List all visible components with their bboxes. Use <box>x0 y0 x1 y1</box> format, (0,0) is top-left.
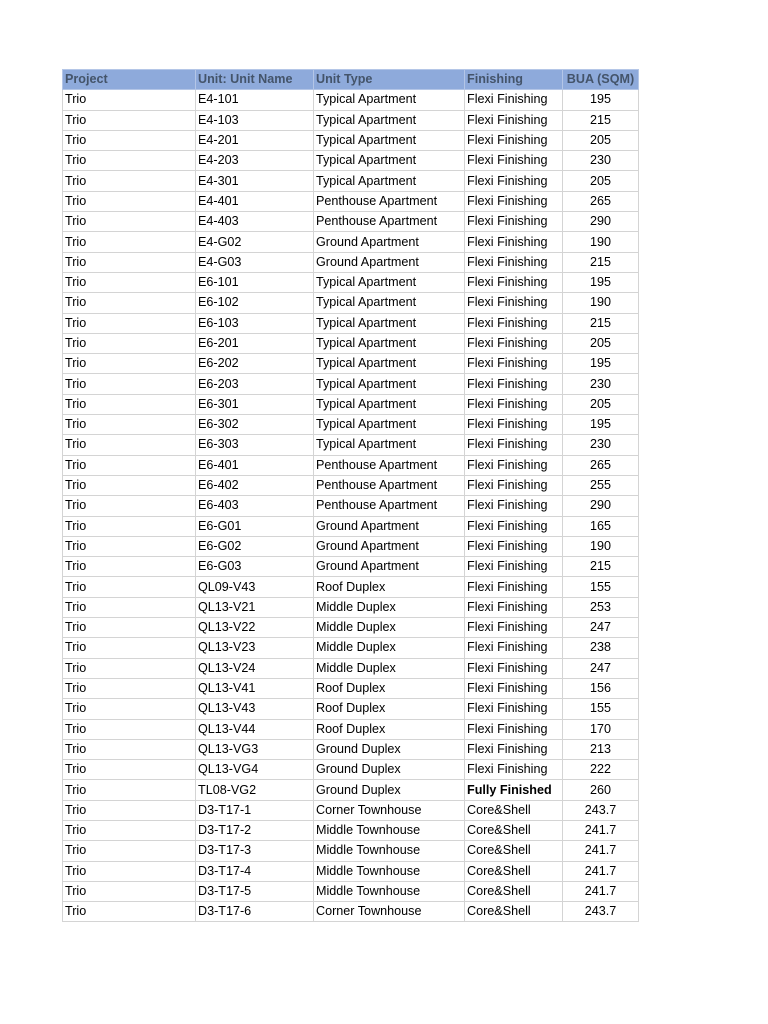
unit-name-cell[interactable]: E6-301 <box>196 394 314 414</box>
project-cell[interactable]: Trio <box>63 333 196 353</box>
project-cell[interactable]: Trio <box>63 496 196 516</box>
table-row <box>63 496 639 516</box>
finishing-cell[interactable]: Flexi Finishing <box>465 475 563 495</box>
unit-type-cell[interactable]: Typical Apartment <box>314 354 465 374</box>
unit-type-cell[interactable]: Roof Duplex <box>314 699 465 719</box>
unit-type-cell[interactable]: Ground Duplex <box>314 739 465 759</box>
finishing-cell[interactable]: Flexi Finishing <box>465 394 563 414</box>
unit-name-cell[interactable]: D3-T17-6 <box>196 902 314 922</box>
bua-cell[interactable]: 170 <box>563 719 639 739</box>
bua-cell[interactable]: 156 <box>563 678 639 698</box>
unit-type-cell[interactable]: Penthouse Apartment <box>314 475 465 495</box>
finishing-cell[interactable]: Flexi Finishing <box>465 90 563 110</box>
unit-name-cell[interactable]: E4-401 <box>196 191 314 211</box>
finishing-cell[interactable]: Flexi Finishing <box>465 557 563 577</box>
project-cell[interactable]: Trio <box>63 820 196 840</box>
units-table <box>62 69 639 922</box>
unit-type-cell[interactable]: Roof Duplex <box>314 719 465 739</box>
bua-cell[interactable]: 243.7 <box>563 902 639 922</box>
bua-cell[interactable]: 222 <box>563 760 639 780</box>
finishing-cell[interactable]: Flexi Finishing <box>465 354 563 374</box>
bua-cell[interactable]: 195 <box>563 415 639 435</box>
table-row <box>63 374 639 394</box>
bua-cell[interactable]: 241.7 <box>563 820 639 840</box>
bua-cell[interactable]: 215 <box>563 110 639 130</box>
unit-name-cell[interactable]: E6-203 <box>196 374 314 394</box>
column-header-unit-name[interactable]: Unit: Unit Name <box>196 70 314 90</box>
unit-type-cell[interactable]: Penthouse Apartment <box>314 212 465 232</box>
finishing-cell[interactable]: Flexi Finishing <box>465 232 563 252</box>
unit-type-cell[interactable]: Middle Duplex <box>314 618 465 638</box>
bua-cell[interactable]: 290 <box>563 496 639 516</box>
unit-name-cell[interactable]: E6-G03 <box>196 557 314 577</box>
project-cell[interactable]: Trio <box>63 151 196 171</box>
unit-name-cell[interactable]: QL13-V41 <box>196 678 314 698</box>
table-row <box>63 252 639 272</box>
table-row <box>63 415 639 435</box>
table-row <box>63 475 639 495</box>
table-row <box>63 293 639 313</box>
finishing-cell[interactable]: Core&Shell <box>465 800 563 820</box>
unit-name-cell[interactable]: QL13-VG4 <box>196 760 314 780</box>
table-row <box>63 333 639 353</box>
bua-cell[interactable]: 253 <box>563 597 639 617</box>
bua-cell[interactable]: 238 <box>563 638 639 658</box>
bua-cell[interactable]: 195 <box>563 272 639 292</box>
unit-name-cell[interactable]: QL13-V23 <box>196 638 314 658</box>
unit-name-cell[interactable]: QL13-V43 <box>196 699 314 719</box>
finishing-cell[interactable]: Flexi Finishing <box>465 435 563 455</box>
table-row <box>63 212 639 232</box>
unit-name-cell[interactable]: D3-T17-3 <box>196 841 314 861</box>
project-cell[interactable]: Trio <box>63 800 196 820</box>
project-cell[interactable]: Trio <box>63 618 196 638</box>
finishing-cell[interactable]: Flexi Finishing <box>465 699 563 719</box>
table-body <box>63 90 639 922</box>
finishing-cell[interactable]: Flexi Finishing <box>465 252 563 272</box>
project-cell[interactable]: Trio <box>63 374 196 394</box>
finishing-cell[interactable]: Flexi Finishing <box>465 516 563 536</box>
unit-type-cell[interactable]: Typical Apartment <box>314 130 465 150</box>
finishing-cell[interactable]: Flexi Finishing <box>465 496 563 516</box>
unit-name-cell[interactable]: E4-101 <box>196 90 314 110</box>
project-cell[interactable]: Trio <box>63 638 196 658</box>
unit-type-cell[interactable]: Typical Apartment <box>314 394 465 414</box>
finishing-cell[interactable]: Flexi Finishing <box>465 151 563 171</box>
project-cell[interactable]: Trio <box>63 232 196 252</box>
finishing-cell[interactable]: Flexi Finishing <box>465 739 563 759</box>
unit-type-cell[interactable]: Middle Townhouse <box>314 820 465 840</box>
project-cell[interactable]: Trio <box>63 597 196 617</box>
unit-name-cell[interactable]: E4-G03 <box>196 252 314 272</box>
unit-name-cell[interactable]: D3-T17-4 <box>196 861 314 881</box>
unit-type-cell[interactable]: Typical Apartment <box>314 374 465 394</box>
unit-name-cell[interactable]: D3-T17-2 <box>196 820 314 840</box>
bua-cell[interactable]: 215 <box>563 557 639 577</box>
unit-name-cell[interactable]: E6-103 <box>196 313 314 333</box>
bua-cell[interactable]: 230 <box>563 435 639 455</box>
unit-type-cell[interactable]: Typical Apartment <box>314 333 465 353</box>
finishing-cell[interactable]: Flexi Finishing <box>465 171 563 191</box>
finishing-cell[interactable]: Flexi Finishing <box>465 212 563 232</box>
unit-name-cell[interactable]: E6-G01 <box>196 516 314 536</box>
bua-cell[interactable]: 155 <box>563 577 639 597</box>
unit-name-cell[interactable]: E4-103 <box>196 110 314 130</box>
table-row <box>63 820 639 840</box>
project-cell[interactable]: Trio <box>63 780 196 800</box>
project-cell[interactable]: Trio <box>63 415 196 435</box>
finishing-cell[interactable]: Core&Shell <box>465 902 563 922</box>
unit-name-cell[interactable]: D3-T17-5 <box>196 881 314 901</box>
project-cell[interactable]: Trio <box>63 252 196 272</box>
unit-type-cell[interactable]: Ground Duplex <box>314 760 465 780</box>
bua-cell[interactable]: 190 <box>563 293 639 313</box>
unit-name-cell[interactable]: E4-201 <box>196 130 314 150</box>
finishing-cell[interactable]: Core&Shell <box>465 820 563 840</box>
unit-type-cell[interactable]: Penthouse Apartment <box>314 496 465 516</box>
table-row <box>63 760 639 780</box>
finishing-cell[interactable]: Flexi Finishing <box>465 577 563 597</box>
unit-name-cell[interactable]: QL13-V22 <box>196 618 314 638</box>
unit-name-cell[interactable]: E6-201 <box>196 333 314 353</box>
unit-type-cell[interactable]: Middle Townhouse <box>314 841 465 861</box>
bua-cell[interactable]: 265 <box>563 455 639 475</box>
table-row <box>63 719 639 739</box>
table-row <box>63 354 639 374</box>
finishing-cell[interactable]: Flexi Finishing <box>465 658 563 678</box>
unit-type-cell[interactable]: Typical Apartment <box>314 151 465 171</box>
table-row <box>63 110 639 130</box>
finishing-cell[interactable]: Flexi Finishing <box>465 415 563 435</box>
project-cell[interactable]: Trio <box>63 861 196 881</box>
unit-name-cell[interactable]: E6-402 <box>196 475 314 495</box>
bua-cell[interactable]: 247 <box>563 658 639 678</box>
table-row <box>63 516 639 536</box>
table-row <box>63 841 639 861</box>
unit-name-cell[interactable]: E4-301 <box>196 171 314 191</box>
bua-cell[interactable]: 290 <box>563 212 639 232</box>
unit-type-cell[interactable]: Ground Apartment <box>314 516 465 536</box>
table-row <box>63 435 639 455</box>
unit-name-cell[interactable]: QL13-V21 <box>196 597 314 617</box>
unit-name-cell[interactable]: E6-101 <box>196 272 314 292</box>
finishing-cell[interactable]: Flexi Finishing <box>465 313 563 333</box>
unit-type-cell[interactable]: Ground Apartment <box>314 232 465 252</box>
bua-cell[interactable]: 255 <box>563 475 639 495</box>
bua-cell[interactable]: 260 <box>563 780 639 800</box>
table-row <box>63 455 639 475</box>
project-cell[interactable]: Trio <box>63 293 196 313</box>
table-row <box>63 638 639 658</box>
unit-type-cell[interactable]: Typical Apartment <box>314 110 465 130</box>
unit-type-cell[interactable]: Roof Duplex <box>314 678 465 698</box>
table-row <box>63 313 639 333</box>
unit-type-cell[interactable]: Typical Apartment <box>314 171 465 191</box>
unit-type-cell[interactable]: Typical Apartment <box>314 415 465 435</box>
project-cell[interactable]: Trio <box>63 394 196 414</box>
project-cell[interactable]: Trio <box>63 475 196 495</box>
column-header-finishing[interactable]: Finishing <box>465 70 563 90</box>
finishing-cell[interactable]: Fully Finished <box>465 780 563 800</box>
bua-cell[interactable]: 190 <box>563 536 639 556</box>
unit-type-cell[interactable]: Middle Duplex <box>314 597 465 617</box>
unit-name-cell[interactable]: E6-202 <box>196 354 314 374</box>
finishing-cell[interactable]: Flexi Finishing <box>465 110 563 130</box>
project-cell[interactable]: Trio <box>63 272 196 292</box>
unit-type-cell[interactable]: Penthouse Apartment <box>314 191 465 211</box>
unit-type-cell[interactable]: Typical Apartment <box>314 313 465 333</box>
finishing-cell[interactable]: Flexi Finishing <box>465 678 563 698</box>
unit-name-cell[interactable]: E4-203 <box>196 151 314 171</box>
finishing-cell[interactable]: Flexi Finishing <box>465 293 563 313</box>
project-cell[interactable]: Trio <box>63 516 196 536</box>
project-cell[interactable]: Trio <box>63 881 196 901</box>
bua-cell[interactable]: 205 <box>563 333 639 353</box>
bua-cell[interactable]: 215 <box>563 313 639 333</box>
finishing-cell[interactable]: Flexi Finishing <box>465 374 563 394</box>
project-cell[interactable]: Trio <box>63 130 196 150</box>
table-row <box>63 151 639 171</box>
bua-cell[interactable]: 230 <box>563 151 639 171</box>
project-cell[interactable]: Trio <box>63 313 196 333</box>
project-cell[interactable]: Trio <box>63 678 196 698</box>
project-cell[interactable]: Trio <box>63 435 196 455</box>
unit-type-cell[interactable]: Typical Apartment <box>314 293 465 313</box>
unit-type-cell[interactable]: Roof Duplex <box>314 577 465 597</box>
table-row <box>63 800 639 820</box>
table-row <box>63 171 639 191</box>
bua-cell[interactable]: 241.7 <box>563 881 639 901</box>
table-row <box>63 577 639 597</box>
table-row <box>63 557 639 577</box>
unit-type-cell[interactable]: Corner Townhouse <box>314 800 465 820</box>
bua-cell[interactable]: 215 <box>563 252 639 272</box>
project-cell[interactable]: Trio <box>63 739 196 759</box>
unit-name-cell[interactable]: D3-T17-1 <box>196 800 314 820</box>
finishing-cell[interactable]: Core&Shell <box>465 861 563 881</box>
unit-type-cell[interactable]: Penthouse Apartment <box>314 455 465 475</box>
unit-name-cell[interactable]: TL08-VG2 <box>196 780 314 800</box>
table-row <box>63 597 639 617</box>
table-row <box>63 678 639 698</box>
finishing-cell[interactable]: Flexi Finishing <box>465 333 563 353</box>
bua-cell[interactable]: 247 <box>563 618 639 638</box>
unit-type-cell[interactable]: Middle Townhouse <box>314 861 465 881</box>
project-cell[interactable]: Trio <box>63 455 196 475</box>
header-row <box>63 70 639 90</box>
finishing-cell[interactable]: Flexi Finishing <box>465 597 563 617</box>
project-cell[interactable]: Trio <box>63 760 196 780</box>
unit-name-cell[interactable]: E4-403 <box>196 212 314 232</box>
project-cell[interactable]: Trio <box>63 110 196 130</box>
finishing-cell[interactable]: Flexi Finishing <box>465 455 563 475</box>
finishing-cell[interactable]: Flexi Finishing <box>465 719 563 739</box>
bua-cell[interactable]: 195 <box>563 354 639 374</box>
project-cell[interactable]: Trio <box>63 191 196 211</box>
table-row <box>63 902 639 922</box>
project-cell[interactable]: Trio <box>63 171 196 191</box>
bua-cell[interactable]: 195 <box>563 90 639 110</box>
table-row <box>63 536 639 556</box>
table-row <box>63 90 639 110</box>
unit-name-cell[interactable]: E6-403 <box>196 496 314 516</box>
project-cell[interactable]: Trio <box>63 90 196 110</box>
bua-cell[interactable]: 243.7 <box>563 800 639 820</box>
bua-cell[interactable]: 205 <box>563 394 639 414</box>
unit-name-cell[interactable]: E6-302 <box>196 415 314 435</box>
table-row <box>63 130 639 150</box>
unit-name-cell[interactable]: QL09-V43 <box>196 577 314 597</box>
project-cell[interactable]: Trio <box>63 536 196 556</box>
project-cell[interactable]: Trio <box>63 658 196 678</box>
table-row <box>63 881 639 901</box>
unit-name-cell[interactable]: QL13-V44 <box>196 719 314 739</box>
project-cell[interactable]: Trio <box>63 557 196 577</box>
table-row <box>63 780 639 800</box>
bua-cell[interactable]: 241.7 <box>563 861 639 881</box>
project-cell[interactable]: Trio <box>63 212 196 232</box>
table-row <box>63 699 639 719</box>
bua-cell[interactable]: 155 <box>563 699 639 719</box>
project-cell[interactable]: Trio <box>63 699 196 719</box>
unit-type-cell[interactable]: Middle Duplex <box>314 638 465 658</box>
table-row <box>63 191 639 211</box>
project-cell[interactable]: Trio <box>63 354 196 374</box>
project-cell[interactable]: Trio <box>63 577 196 597</box>
unit-type-cell[interactable]: Typical Apartment <box>314 90 465 110</box>
table-row <box>63 861 639 881</box>
unit-type-cell[interactable]: Ground Duplex <box>314 780 465 800</box>
bua-cell[interactable]: 165 <box>563 516 639 536</box>
table-row <box>63 272 639 292</box>
bua-cell[interactable]: 190 <box>563 232 639 252</box>
finishing-cell[interactable]: Flexi Finishing <box>465 130 563 150</box>
table-row <box>63 658 639 678</box>
bua-cell[interactable]: 230 <box>563 374 639 394</box>
unit-type-cell[interactable]: Ground Apartment <box>314 252 465 272</box>
finishing-cell[interactable]: Flexi Finishing <box>465 536 563 556</box>
unit-name-cell[interactable]: QL13-VG3 <box>196 739 314 759</box>
project-cell[interactable]: Trio <box>63 841 196 861</box>
table-row <box>63 394 639 414</box>
column-header-bua[interactable]: BUA (SQM) <box>563 70 639 90</box>
bua-cell[interactable]: 205 <box>563 171 639 191</box>
table-row <box>63 618 639 638</box>
unit-type-cell[interactable]: Typical Apartment <box>314 435 465 455</box>
project-cell[interactable]: Trio <box>63 902 196 922</box>
unit-name-cell[interactable]: E6-102 <box>196 293 314 313</box>
finishing-cell[interactable]: Core&Shell <box>465 841 563 861</box>
table-row <box>63 739 639 759</box>
project-cell[interactable]: Trio <box>63 719 196 739</box>
unit-type-cell[interactable]: Ground Apartment <box>314 557 465 577</box>
unit-name-cell[interactable]: E4-G02 <box>196 232 314 252</box>
finishing-cell[interactable]: Core&Shell <box>465 881 563 901</box>
bua-cell[interactable]: 241.7 <box>563 841 639 861</box>
bua-cell[interactable]: 205 <box>563 130 639 150</box>
bua-cell[interactable]: 213 <box>563 739 639 759</box>
unit-type-cell[interactable]: Ground Apartment <box>314 536 465 556</box>
unit-type-cell[interactable]: Middle Duplex <box>314 658 465 678</box>
unit-name-cell[interactable]: E6-G02 <box>196 536 314 556</box>
unit-name-cell[interactable]: E6-401 <box>196 455 314 475</box>
finishing-cell[interactable]: Flexi Finishing <box>465 618 563 638</box>
finishing-cell[interactable]: Flexi Finishing <box>465 638 563 658</box>
unit-name-cell[interactable]: QL13-V24 <box>196 658 314 678</box>
finishing-cell[interactable]: Flexi Finishing <box>465 760 563 780</box>
table-row <box>63 232 639 252</box>
bua-cell[interactable]: 265 <box>563 191 639 211</box>
unit-type-cell[interactable]: Corner Townhouse <box>314 902 465 922</box>
column-header-unit-type[interactable]: Unit Type <box>314 70 465 90</box>
finishing-cell[interactable]: Flexi Finishing <box>465 191 563 211</box>
unit-type-cell[interactable]: Middle Townhouse <box>314 881 465 901</box>
unit-name-cell[interactable]: E6-303 <box>196 435 314 455</box>
column-header-project[interactable]: Project <box>63 70 196 90</box>
finishing-cell[interactable]: Flexi Finishing <box>465 272 563 292</box>
unit-type-cell[interactable]: Typical Apartment <box>314 272 465 292</box>
